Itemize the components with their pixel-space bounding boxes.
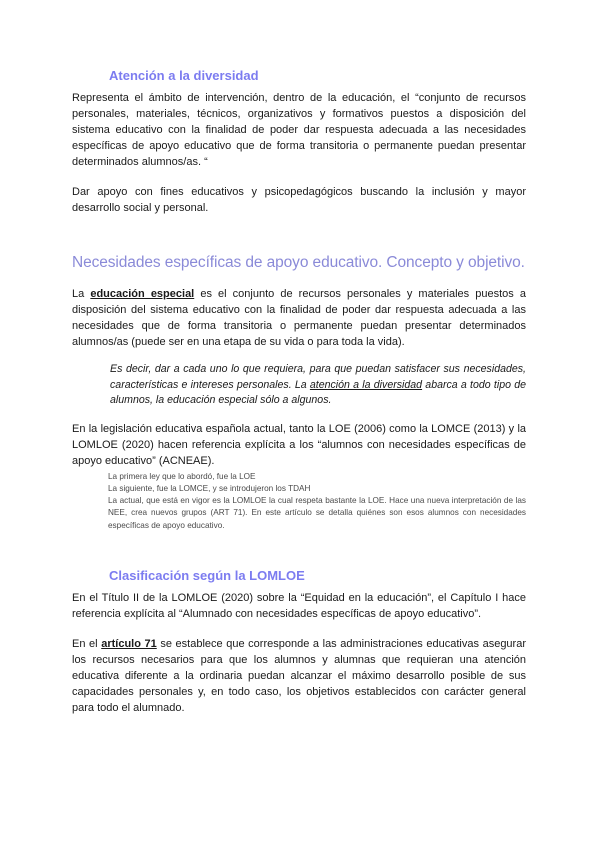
note-item: La primera ley que lo abordó, fue la LOE [108,471,256,481]
paragraph-legislacion: En la legislación educativa española actual, tanto la LOE (2006) como la LOMCE (2013) y la LOMLOE (2020) hacen referencia explícita a los “alumnos con necesidades específicas de apoyo educativo” (ACNEAE). [72,422,526,467]
paragraph-definition: Representa el ámbito de intervención, dentro de la educación, el “conjunto de recursos personales, materiales, técnicos, organizativos y formativos puestos a disposición del sistema educativo con la finalidad de poder dar respuesta adecuada a las necesidades específicas de apoyo educativo que de forma transitoria o permanente puedan presentar determinados alumnos/as. “ [72,92,526,168]
paragraph-educacion-especial [72,286,526,350]
notes-list [108,471,526,532]
text-fragment: Es decir, dar a cada uno lo que requiera, para que puedan satisfacer sus necesidades, características e intereses personales. La [110,363,526,391]
text-fragment: es el conjunto de recursos personales y materiales puestos a disposición del sistema educativo con la finalidad de poder dar respuesta adecuada a las necesidades que de forma transitoria o permanente puedan presentar determinados alumnos/as (puede ser en una etapa de su vida o para toda la vida). [72,288,526,348]
spacer [72,622,526,636]
document-page [72,68,526,716]
section-title-necesidades: Necesidades específicas de apoyo educativo. Concepto y objetivo. [72,254,525,271]
spacer [72,216,526,254]
educacion-especial-link[interactable]: educación especial [90,288,195,300]
note-item: La actual, que está en vigor es la LOMLOE la cual respeta bastante la LOE. Hace una nueva interpretación de las NEE, crea nuevos grupos (ART 71). En este artículo se detalla quiénes son esos alumnos con necesidades específicas de apoyo educativo. [108,496,526,530]
quote-block [110,362,526,409]
text-fragment: La [72,288,91,300]
spacer [72,532,526,568]
note-item: La siguiente, fue la LOMCE, y se introdujeron los TDAH [108,483,311,493]
paragraph-articulo-71 [72,636,526,716]
atencion-diversidad-link[interactable]: atención a la diversidad [309,378,423,391]
paragraph-apoyo: Dar apoyo con fines educativos y psicopedagógicos buscando la inclusión y mayor desarrollo social y personal. [72,186,526,214]
section-title-clasificacion: Clasificación según la LOMLOE [109,567,305,583]
section-title-atencion: Atención a la diversidad [109,68,259,83]
spacer [72,170,526,184]
text-fragment: En el [72,637,102,650]
text-fragment: se establece que corresponde a las administraciones educativas asegurar los recursos necesarios para que los alumnos y alumnas que requieran una atención educativa diferente a la ordinaria puedan alcanzar el máximo desarrollo posible de sus capacidades personales y, en todo caso, los objetivos establecidos con carácter general para todo el alumnado. [72,637,526,714]
articulo-71-link[interactable]: artículo 71 [101,637,157,650]
text-fragment: abarca a todo tipo de alumnos, la educación especial sólo a algunos. [110,378,527,406]
paragraph-titulo-ii: En el Título II de la LOMLOE (2020) sobre la “Equidad en la educación”, el Capítulo I hace referencia explícita al “Alumnado con necesidades específicas de apoyo educativo”. [72,591,526,620]
